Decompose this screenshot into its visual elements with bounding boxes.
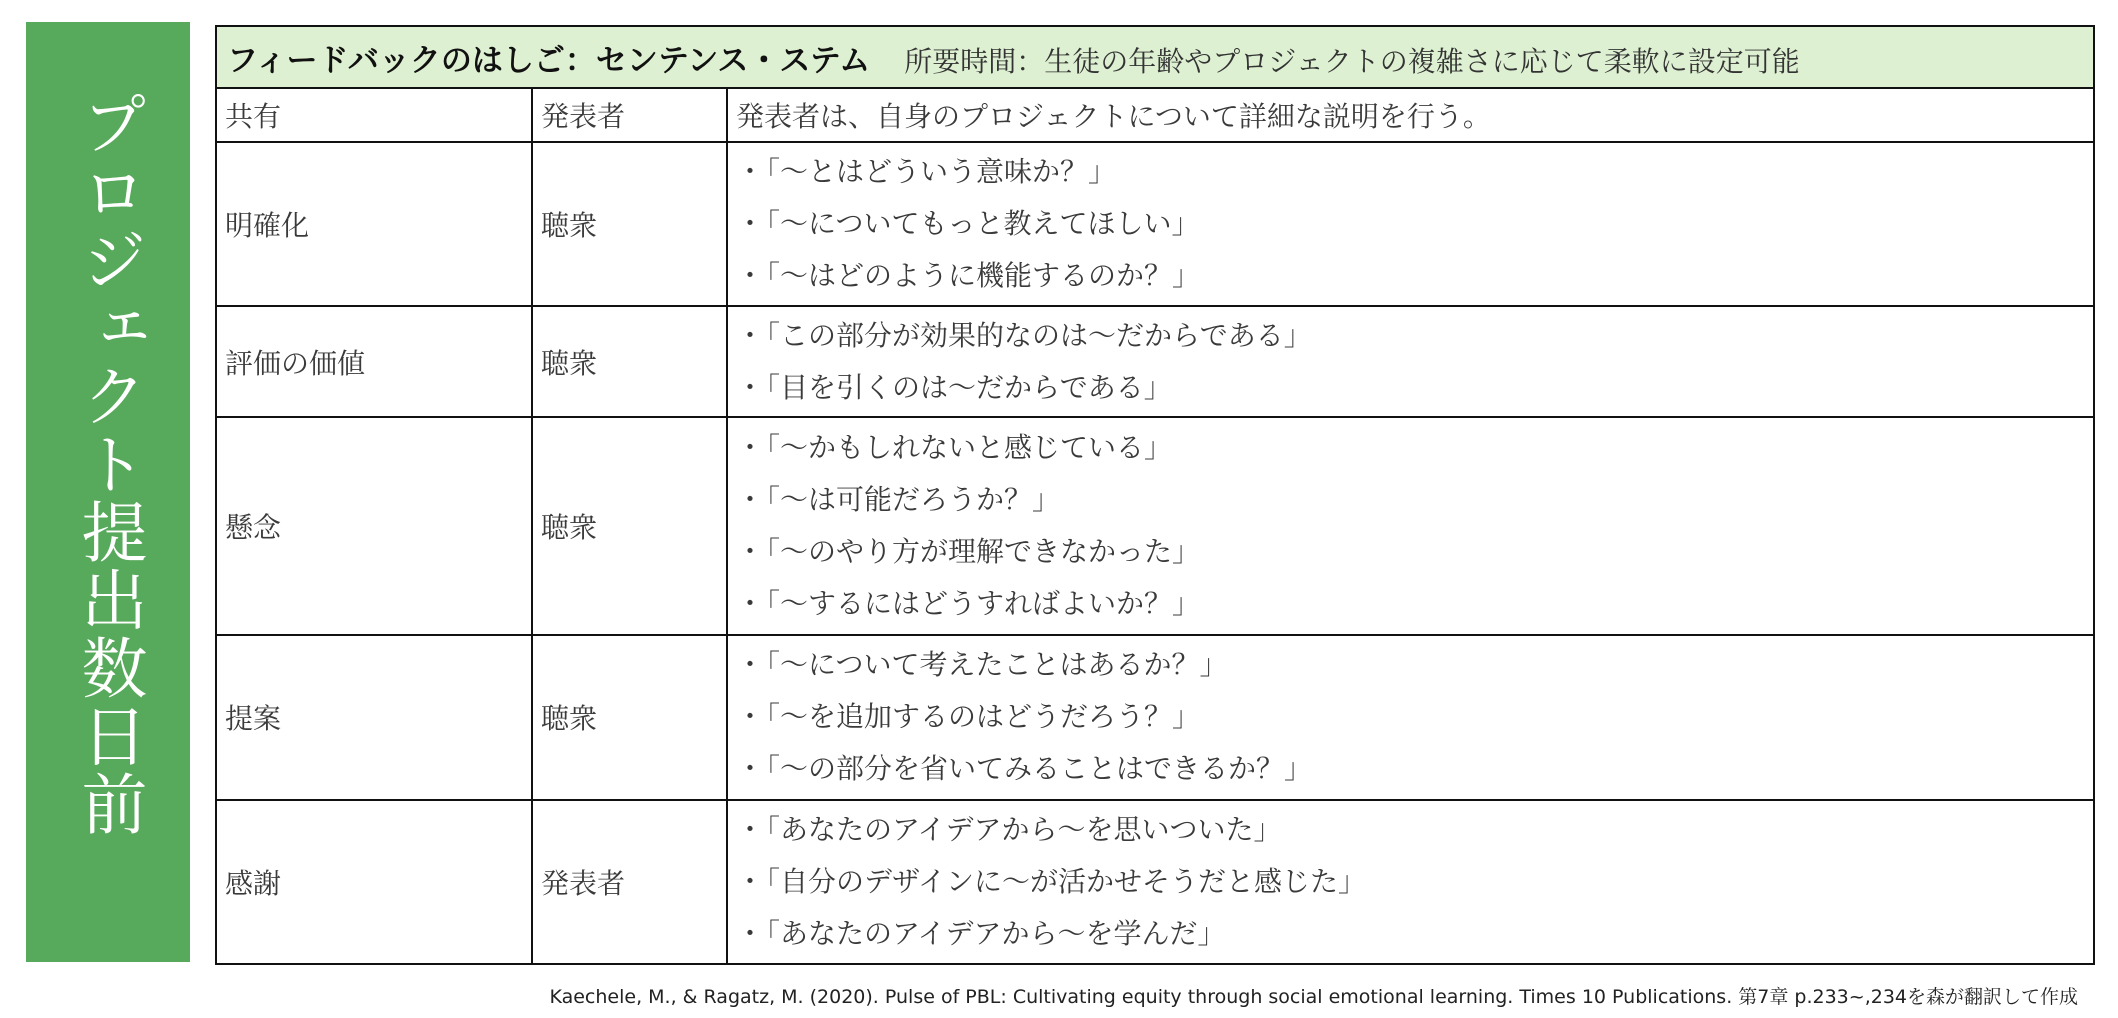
stage-cell: 明確化: [216, 142, 532, 306]
role-cell: 聴衆: [532, 306, 727, 416]
stage-cell: 感謝: [216, 800, 532, 964]
stage-cell: 懸念: [216, 417, 532, 636]
role-cell: 発表者: [532, 800, 727, 964]
table-title: フィードバックのはしご：センテンス・ステム: [227, 42, 871, 79]
sentence-stem: ・ 「この部分が効果的なのは～だからである」: [736, 310, 2093, 362]
stems-cell: [727, 417, 2094, 636]
table-row: [216, 306, 2094, 416]
sentence-stem: ・ 「あなたのアイデアから～を学んだ」: [736, 908, 2093, 960]
stage-cell: 共有: [216, 88, 532, 142]
role-cell: 聴衆: [532, 635, 727, 799]
side-banner: [26, 22, 190, 962]
sentence-stem-list: [736, 146, 2093, 302]
sentence-stem: ・ 「～の部分を省いてみることはできるか？」: [736, 743, 2093, 795]
table-row: [216, 88, 2094, 142]
stage-cell: 提案: [216, 635, 532, 799]
table-title-row: [216, 26, 2094, 88]
sentence-stem: ・ 「～のやり方が理解できなかった」: [736, 526, 2093, 578]
sentence-stem: ・ 「～とはどういう意味か？」: [736, 146, 2093, 198]
feedback-ladder-table-container: [215, 25, 2095, 965]
sentence-stem: ・ 「～は可能だろうか？」: [736, 474, 2093, 526]
table-row: [216, 417, 2094, 636]
stems-cell: [727, 142, 2094, 306]
stems-cell: [727, 306, 2094, 416]
sentence-stem: ・ 「～するにはどうすればよいか？」: [736, 578, 2093, 630]
table-subtitle: 所要時間：生徒の年齢やプロジェクトの複雑さに応じて柔軟に設定可能: [904, 44, 1800, 78]
stems-cell: [727, 800, 2094, 964]
description-cell: 発表者は、自身のプロジェクトについて詳細な説明を行う。: [727, 88, 2094, 142]
table-row: [216, 635, 2094, 799]
role-cell: 発表者: [532, 88, 727, 142]
citation-text: Kaechele, M., & Ragatz, M. (2020). Pulse of PBL: Cultivating equity through social emotional learning. Times 10 Publications. 第7章 p.233~,234を森が翻訳して作成: [549, 986, 2078, 1008]
sentence-stem: ・ 「～を追加するのはどうだろう？」: [736, 691, 2093, 743]
sentence-stem-list: [736, 310, 2093, 414]
table-title-cell: [216, 26, 2094, 88]
stage-cell: 評価の価値: [216, 306, 532, 416]
sentence-stem: ・ 「～かもしれないと感じている」: [736, 422, 2093, 474]
table-row: [216, 142, 2094, 306]
sentence-stem: ・ 「自分のデザインに～が活かせそうだと感じた」: [736, 856, 2093, 908]
feedback-ladder-table: [215, 25, 2095, 965]
side-banner-text: プロジェクト提出数日前: [70, 90, 147, 838]
sentence-stem-list: [736, 422, 2093, 630]
sentence-stem: ・ 「～について考えたことはあるか？」: [736, 639, 2093, 691]
sentence-stem: ・ 「目を引くのは～だからである」: [736, 362, 2093, 414]
sentence-stem-list: [736, 639, 2093, 795]
sentence-stem-list: [736, 804, 2093, 960]
sentence-stem: ・ 「～についてもっと教えてほしい」: [736, 198, 2093, 250]
table-row: [216, 800, 2094, 964]
role-cell: 聴衆: [532, 142, 727, 306]
role-cell: 聴衆: [532, 417, 727, 636]
sentence-stem: ・ 「～はどのように機能するのか？」: [736, 250, 2093, 302]
sentence-stem: ・ 「あなたのアイデアから～を思いついた」: [736, 804, 2093, 856]
stems-cell: [727, 635, 2094, 799]
